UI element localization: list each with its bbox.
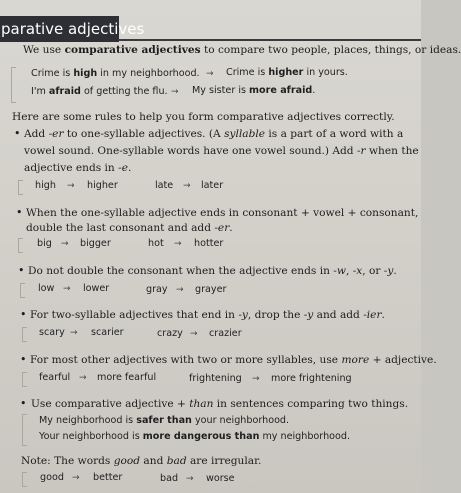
example-comparative: more fearful [97, 372, 157, 383]
example-comparative: hotter [194, 238, 224, 249]
example-word: bad [160, 473, 179, 484]
rule-1-line-1: Add -er to one-syllable adjectives. (A syllable is a part of a word with a [24, 128, 404, 140]
arrow-icon: → [61, 239, 69, 249]
rule-5-line-1: For most other adjectives with two or more syllables, use more + adjective. [30, 354, 437, 366]
example-word: good [40, 472, 64, 483]
rule-1-line-2: vowel sound. One-syllable words have one vowel sound.) Add -r when the [24, 145, 419, 157]
bullet-icon: • [18, 264, 25, 277]
title-rule [118, 39, 421, 41]
arrow-icon: → [206, 69, 214, 79]
example-comparative: better [93, 472, 123, 483]
example-comparative: worse [206, 473, 235, 484]
rule-1-line-3: adjective ends in -e. [24, 162, 132, 174]
bullet-icon: • [20, 353, 27, 366]
bullet-icon: • [20, 397, 27, 410]
arrow-icon: → [183, 181, 191, 191]
arrow-icon: → [63, 284, 71, 294]
rule-6-example-2: Your neighborhood is more dangerous than my neighborhood. [39, 431, 351, 442]
example-bracket [20, 283, 25, 298]
section-title: parative adjectives [0, 16, 119, 42]
bullet-icon: • [14, 127, 21, 140]
intro-example-2-a: I'm afraid of getting the flu. [31, 86, 168, 97]
example-bracket [18, 180, 23, 195]
intro-example-1-a: Crime is high in my neighborhood. [31, 68, 200, 79]
rule-4-line-1: For two-syllable adjectives that end in -y, drop the -y and add -ier. [30, 309, 385, 321]
bullet-icon: • [16, 206, 23, 219]
arrow-icon: → [252, 374, 260, 384]
intro-text: We use comparative adjectives to compare two people, places, things, or ideas. [23, 44, 461, 56]
example-comparative: later [201, 180, 224, 191]
example-bracket [18, 238, 23, 253]
example-comparative: more frightening [271, 373, 352, 384]
example-word: big [37, 238, 52, 249]
rules-intro: Here are some rules to help you form comparative adjectives correctly. [12, 111, 395, 123]
example-word: crazy [157, 328, 183, 339]
example-word: hot [148, 238, 164, 249]
rule-6-line-1: Use comparative adjective + than in sentences comparing two things. [31, 398, 409, 410]
example-word: frightening [189, 373, 242, 384]
example-word: gray [146, 284, 168, 295]
example-word: fearful [39, 372, 71, 383]
intro-example-1-b: Crime is higher in yours. [226, 67, 348, 78]
example-bracket [22, 472, 27, 487]
arrow-icon: → [176, 285, 184, 295]
intro-bracket [11, 67, 16, 103]
arrow-icon: → [190, 329, 198, 339]
intro-example-2-b: My sister is more afraid. [192, 85, 316, 96]
example-bracket [22, 327, 27, 342]
arrow-icon: → [186, 474, 194, 484]
rule-2-line-1: When the one-syllable adjective ends in consonant + vowel + consonant, [26, 207, 419, 219]
example-word: low [38, 283, 55, 294]
rule-6-example-1: My neighborhood is safer than your neighborhood. [39, 415, 290, 426]
example-comparative: scarier [91, 327, 124, 338]
example-word: late [155, 180, 174, 191]
example-word: scary [39, 327, 65, 338]
example-bracket [22, 414, 27, 446]
arrow-icon: → [174, 239, 182, 249]
example-word: high [35, 180, 56, 191]
arrow-icon: → [72, 473, 80, 483]
arrow-icon: → [79, 373, 87, 383]
example-comparative: bigger [80, 238, 111, 249]
example-comparative: grayer [195, 284, 227, 295]
rule-3-line-1: Do not double the consonant when the adjective ends in -w, -x, or -y. [28, 265, 397, 277]
arrow-icon: → [171, 87, 179, 97]
irregular-note: Note: The words good and bad are irregular. [21, 455, 262, 467]
bullet-icon: • [20, 308, 27, 321]
rule-2-line-2: double the last consonant and add -er. [26, 222, 233, 234]
example-bracket [22, 372, 27, 387]
arrow-icon: → [67, 181, 75, 191]
example-comparative: crazier [209, 328, 242, 339]
arrow-icon: → [70, 328, 78, 338]
example-comparative: lower [83, 283, 110, 294]
example-comparative: higher [87, 180, 118, 191]
